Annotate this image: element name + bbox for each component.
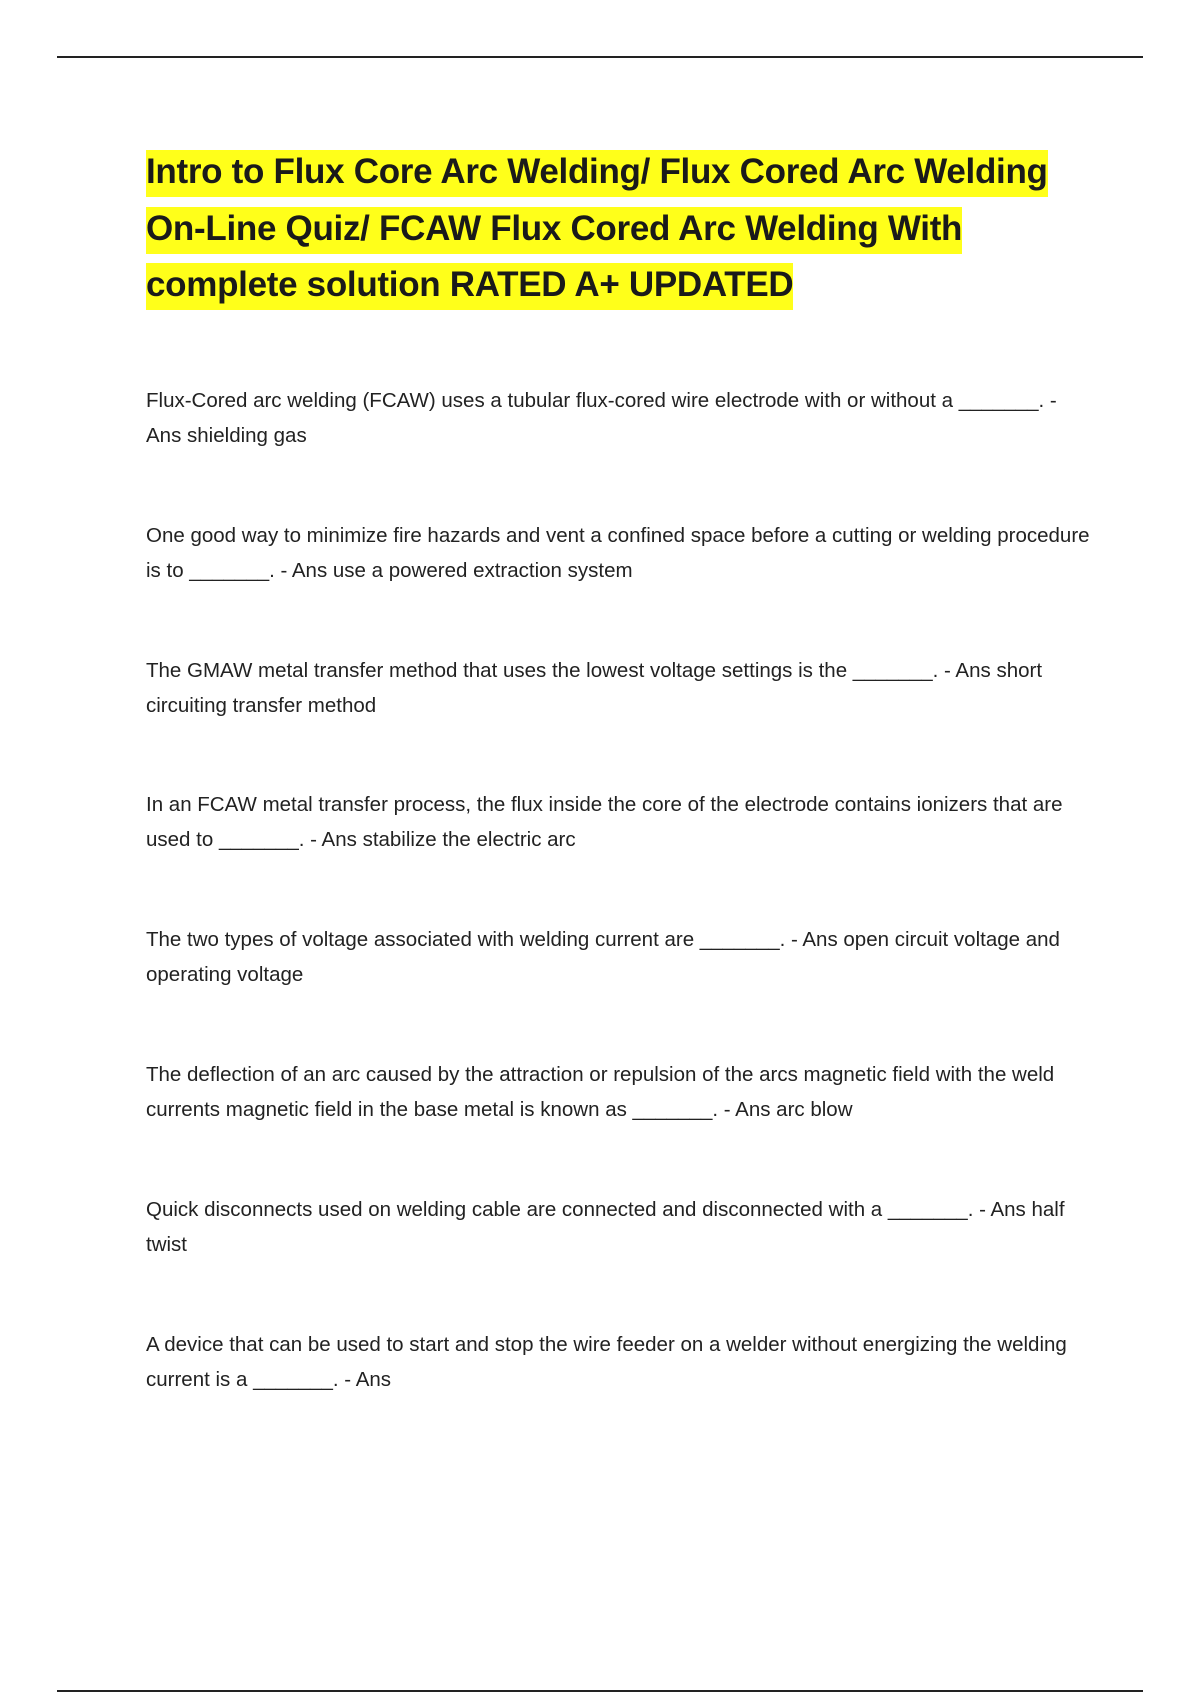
answer-text: stabilize the electric arc <box>362 827 576 851</box>
question-text: The deflection of an arc caused by the attraction or repulsion of the arcs magnetic field with the weld currents magnetic field in the base metal is known as _______. <box>146 1063 1055 1121</box>
qa-item-1 <box>146 384 1096 453</box>
qa-item-5 <box>146 923 1096 992</box>
answer-text: shielding gas <box>187 423 307 447</box>
header-rule <box>57 56 1143 58</box>
footer-rule <box>57 1690 1143 1692</box>
qa-item-7 <box>146 1193 1096 1262</box>
answer-text: arc blow <box>776 1097 853 1121</box>
answer-separator: - Ans <box>973 1198 1032 1221</box>
answer-separator: - Ans <box>274 558 333 582</box>
answer-separator: - Ans <box>146 389 1057 447</box>
question-text: One good way to minimize fire hazards and vent a confined space before a cutting or welding procedure is to _______. <box>146 524 1090 582</box>
qa-item-8 <box>146 1328 1096 1397</box>
answer-text: half twist <box>146 1198 1065 1256</box>
answer-separator: - Ans <box>304 827 363 851</box>
answer-separator: - Ans <box>785 928 844 951</box>
question-text: The GMAW metal transfer method that uses the lowest voltage settings is the _______. <box>146 659 939 682</box>
question-text: A device that can be used to start and stop the wire feeder on a welder without energizing the welding current is a _______. <box>146 1333 1067 1391</box>
answer-separator: - Ans <box>938 659 997 682</box>
document-title <box>146 144 1106 314</box>
title-highlight: Intro to Flux Core Arc Welding/ Flux Cored Arc Welding On-Line Quiz/ FCAW Flux Cored Arc Welding With complete solution RATED A+ UPDATED <box>146 150 1048 310</box>
qa-item-2 <box>146 519 1096 588</box>
question-text: Flux-Cored arc welding (FCAW) uses a tubular flux-cored wire electrode with or without a _______. <box>146 389 1045 412</box>
answer-text: short circuiting transfer method <box>146 659 1043 717</box>
answer-separator: - Ans <box>718 1097 777 1121</box>
question-text: Quick disconnects used on welding cable are connected and disconnected with a _______. <box>146 1198 974 1221</box>
answer-text: use a powered extraction system <box>332 558 633 582</box>
qa-item-3 <box>146 654 1096 723</box>
answer-separator: - Ans <box>338 1367 392 1391</box>
qa-item-6 <box>146 1058 1096 1127</box>
qa-item-4 <box>146 788 1096 857</box>
answer-text: open circuit voltage and operating voltage <box>146 928 1060 986</box>
question-text: The two types of voltage associated with welding current are _______. <box>146 928 786 951</box>
question-text: In an FCAW metal transfer process, the flux inside the core of the electrode contains ionizers that are used to _______. <box>146 793 1063 851</box>
